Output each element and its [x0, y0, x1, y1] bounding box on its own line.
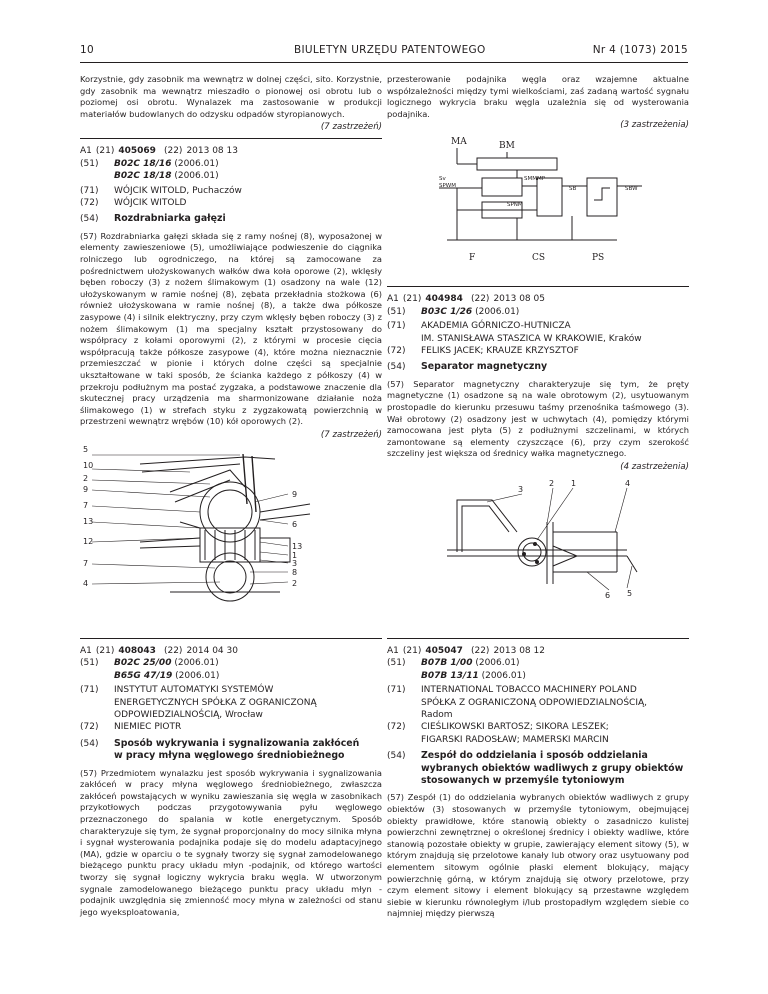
ipc-year: (2006.01) [174, 158, 219, 169]
figure-label: 8 [292, 567, 298, 577]
figure-label: 7 [83, 558, 89, 568]
entry-number-line [387, 293, 689, 305]
kind-code: A1 [80, 646, 92, 656]
entry-number-line [80, 145, 382, 157]
title-line [80, 213, 382, 225]
entry-divider [80, 138, 382, 139]
kind-code: A1 [80, 146, 92, 157]
field-54-code: (54) [80, 214, 99, 225]
applicant: Radom [421, 710, 453, 721]
figure-label: 3 [518, 484, 524, 494]
field-21-code: (21) [95, 146, 115, 157]
claims-count: (7 zastrzeżeń) [320, 429, 382, 440]
ipc-year: (2006.01) [174, 658, 219, 669]
figure-label: 4 [625, 478, 631, 488]
field-22-code: (22) [163, 646, 183, 656]
application-number: 405069 [118, 146, 156, 157]
entry-divider [387, 638, 689, 639]
issue-number: Nr 4 (1073) 2015 [592, 44, 688, 56]
filing-date: 2013 08 13 [186, 146, 238, 157]
ipc-class: B02C 18/18 [114, 171, 172, 182]
ipc-class: B07B 13/11 [421, 670, 479, 681]
header-rule [80, 62, 688, 63]
diagram-label: SMMMP [524, 176, 546, 183]
entry-divider [80, 638, 382, 639]
entry-divider [387, 286, 689, 287]
field-72-code: (72) [387, 346, 406, 356]
field-51-code: (51) [80, 158, 99, 169]
applicant: INSTYTUT AUTOMATYKI SYSTEMÓW [114, 685, 274, 696]
field-57-code: (57) [387, 792, 405, 803]
figure-label: 2 [549, 478, 555, 488]
right-column-lower [387, 638, 689, 920]
ipc-class: B65G 47/19 [114, 670, 173, 681]
intro-text: Korzystnie, gdy zasobnik ma wewnątrz w dolnej części, sito. Korzystnie, gdy zasobnik ma wewnątrz mieszadło o pionowej osi obrotu lub o poziomej osi obrotu. Wynalazek ma zastosowanie w produkcji materiałów budowlanych do odzysku odpadów styropianowych. [80, 74, 382, 119]
ipc-class: B07B 1/00 [421, 658, 473, 669]
inventor-line [80, 197, 382, 209]
diagram-label: F [469, 253, 476, 264]
block-diagram-figure [387, 130, 689, 280]
applicant: WÓJCIK WITOLD, Puchaczów [114, 185, 242, 196]
ipc-line [387, 657, 689, 682]
figure-label: 2 [292, 578, 298, 588]
invention-title: Sposób wykrywania i sygnalizowania zakłóceń [114, 737, 360, 749]
figure-label: 7 [83, 500, 89, 510]
kind-code: A1 [387, 646, 399, 656]
entry-number-line [387, 645, 689, 657]
field-71-code: (71) [80, 185, 99, 196]
applicant: INTERNATIONAL TOBACCO MACHINERY POLAND [421, 685, 637, 696]
figure-label: 6 [292, 519, 298, 529]
diagram-label: MA [451, 137, 467, 148]
figure-label: 6 [605, 590, 611, 600]
patent-entry-405069 [80, 145, 382, 440]
field-21-code: (21) [402, 294, 422, 305]
field-51-code: (51) [387, 658, 406, 669]
abstract [387, 379, 689, 460]
journal-title: BIULETYN URZĘDU PATENTOWEGO [294, 44, 486, 56]
diagram-label: SB [569, 186, 577, 193]
applicant-line [387, 684, 689, 721]
ipc-class: B02C 18/16 [114, 158, 172, 169]
figure-label: 5 [83, 444, 89, 454]
inventor-line [80, 721, 382, 733]
ipc-year: (2006.01) [175, 670, 220, 681]
ipc-year: (2006.01) [475, 658, 520, 669]
abstract [80, 768, 382, 919]
field-21-code: (21) [402, 646, 422, 656]
page-number: 10 [80, 44, 94, 56]
inventor-line [387, 721, 689, 746]
field-22-code: (22) [163, 146, 183, 157]
applicant: ODPOWIEDZIALNOŚCIĄ, Wrocław [114, 710, 263, 721]
application-number: 404984 [425, 294, 463, 305]
invention-title: Separator magnetyczny [421, 361, 548, 373]
diagram-label: CS [532, 253, 546, 264]
applicant-line [387, 320, 689, 345]
inventor: FELIKS JACEK; KRAUZE KRZYSZTOF [421, 346, 579, 356]
entry-number-line [80, 645, 382, 657]
filing-date: 2014 04 30 [186, 646, 238, 656]
ipc-line [80, 158, 382, 183]
abstract [387, 792, 689, 920]
claims-count: (4 zastrzeżenia) [620, 461, 689, 472]
field-22-code: (22) [470, 646, 490, 656]
field-57-code: (57) [387, 378, 405, 389]
abstract-text: Separator magnetyczny charakteryzuje się tym, że pręty magnetyczne (1) osadzone są na wale obrotowym (2), usytuowanym prostopadle do kierunku przesuwu taśmy przenośnika taśmowego (3). Wał obrotowy (2) osadzony jest w uchwytach (4), pomiędzy którymi zamocowana jest płyta (5) z podłużnymi szczelinami, w których zamontowane są elementy czyszczące (6), przy czym szerokość szczeliny jest większa od średnicy wałka magnetycznego. [387, 378, 689, 459]
field-51-code: (51) [387, 306, 406, 317]
inventor: CIEŚLIKOWSKI BARTOSZ; SIKORA LESZEK; [421, 722, 609, 733]
patent-entry-405047 [387, 645, 689, 920]
abstract-text: Zespół (1) do oddzielania wybranych obiektów wadliwych z grupy obiektów (3) stosowanych w przemyśle tytoniowym, obejmującej obiekty prawidłowe, które stanowią obiekty o zasadniczo kulistej powierzchni zewnętrznej o określonej średnicy i obiekty wadliwe, które stanowią pozostałe obiekty w grupie, zawierający element sitowy (5), w którym znajdują się przelotowe kanały lub otwory oraz usytuowany pod elementem sitowym ogólnie płaski element blokujący, mający powierzchnię górną, w którym znajdują się otwory przelotowe, przy czym element sitowy i element blokujący są przestawne względem siebie w kierunku równoległym i/lub prostopadłym względem siebie co najmniej między pierwszą [387, 792, 689, 919]
field-71-code: (71) [387, 685, 406, 696]
patent-entry-408043 [80, 645, 382, 918]
title-line [387, 750, 689, 787]
diagram-label: SPNM [507, 202, 523, 209]
left-column [80, 74, 382, 602]
figure-label: 12 [83, 536, 94, 546]
field-54-code: (54) [387, 362, 406, 373]
intro-claims: (7 zastrzeżeń) [320, 122, 382, 133]
field-57-code: (57) [80, 230, 98, 241]
figure-label: 9 [83, 484, 89, 494]
ipc-line [387, 306, 689, 318]
field-22-code: (22) [470, 294, 490, 305]
filing-date: 2013 08 12 [493, 646, 545, 656]
abstract-text: Przedmiotem wynalazku jest sposób wykrywania i sygnalizowania zakłóceń w pracy młyna węglowego średniobieżnego, zwłaszcza zakłóceń powstających w wyniku zawieszania się węgla w zasobnikach przykotłowych podczas przygotowywania pyłu węglowego przeznaczonego do spalania w kotle energetycznym. Sposób charakteryzuje się tym, że sygnał proporcjonalny do mocy silnika młyna i sygnał wysterowania podajnika podaje się do modelu adaptacyjnego (MA), gdzie w oparciu o te sygnały tworzy się sygnał zamodelowanego bieżącego punktu pracy układu młyn -podajnik, od którego wartości tworzy się sygnał logiczny wykrycia braku węgla. W utworzonym sygnale zamodelowanego bieżącego punktu pracy układu młyn - podajnik uwzględnia się zmienność mocy młyna w zależności od stanu jego wyeksploatowania, [80, 767, 382, 917]
shredder-figure [80, 442, 382, 602]
applicant-line [80, 684, 382, 721]
applicant: IM. STANISŁAWA STASZICA W KRAKOWIE, Kraków [421, 333, 642, 344]
field-72-code: (72) [387, 722, 406, 733]
abstract-continuation: przesterowanie podajnika węgla oraz wzajemne aktualne współzależności między tymi wielkościami, zaś zadaną wartość sygnału logicznego wykrycia braku węgla uzależnia się od wysterowania podajnika. [387, 74, 689, 119]
applicant-line [80, 185, 382, 197]
invention-title: w pracy młyna węglowego średniobieżnego [114, 750, 345, 762]
field-71-code: (71) [80, 685, 99, 696]
inventor: NIEMIEC PIOTR [114, 722, 182, 733]
separator-figure [387, 472, 689, 602]
invention-title: stosowanych w przemyśle tytoniowym [421, 775, 625, 787]
field-21-code: (21) [95, 646, 115, 656]
field-72-code: (72) [80, 198, 99, 208]
field-54-code: (54) [80, 738, 99, 749]
ipc-year: (2006.01) [174, 171, 219, 182]
figure-label: 3 [292, 558, 298, 568]
figure-label: 1 [292, 550, 298, 560]
ipc-year: (2006.01) [475, 306, 520, 317]
field-71-code: (71) [387, 321, 406, 332]
title-line [80, 738, 382, 763]
figure-label: 10 [83, 460, 94, 470]
abstract-text: Rozdrabniarka gałęzi składa się z ramy nośnej (8), wyposażonej w elementy zawieszeniowe (5), umożliwiające podwieszenie do ciągnika rolniczego lub ogrodniczego, na której są zamocowane za pośrednictwem ułożyskowanych wałków dwa koła oporowe (2), wklęsły bęben roboczy (3) z nożem ślimakowym (1) osadzony na wale (12) ułożyskowanym w ramie nośnej (8), zębata przekładnia stożkowa (6) również ułożyskowana w ramie nośnej (8), a także dwa półkosze zasypowe (4) i silnik elektryczny, przy czym wklęsły bęben roboczy (3) z nożem ślimakowym (1) ma specjalny kształt przystosowany do współpracy z kołami oporowymi (2), z którymi w procesie cięcia współpracują także półkosze zasypowe (4), które można nieznacznie przemieszczać w pionie i których dolne części są specjalnie ukształtowane w taki sposób, że ścianka każdego z półkoszy (4) w przekroju podłużnym ma postać zygzaka, a podstawowe znaczenie dla skutecznej pracy urządzenia ma sharmonizowane działanie noża ślimakowego (1) w strefach styku z zygzakowatą powierzchnią w przestrzeni wewnątrz wrębów (10) kół oporowych (2). [80, 230, 383, 427]
figure-label: 13 [83, 516, 94, 526]
inventor-line [387, 345, 689, 357]
applicant: SPÓŁKA Z OGRANICZONĄ ODPOWIEDZIALNOŚCIĄ, [421, 697, 648, 708]
field-72-code: (72) [80, 722, 99, 733]
filing-date: 2013 08 05 [493, 294, 545, 305]
inventor: FIGARSKI RADOSŁAW; MAMERSKI MARCIN [421, 734, 609, 745]
invention-title: Rozdrabniarka gałęzi [114, 213, 226, 225]
figure-label: 1 [571, 478, 577, 488]
ipc-line [80, 657, 382, 682]
figure-label: 5 [627, 588, 633, 598]
field-54-code: (54) [387, 751, 406, 762]
abstract [80, 231, 382, 428]
field-51-code: (51) [80, 658, 99, 669]
applicant: ENERGETYCZNYCH SPÓŁKA Z OGRANICZONĄ [114, 697, 317, 708]
figure-label: 9 [292, 489, 298, 499]
ipc-year: (2006.01) [481, 670, 526, 681]
ipc-class: B02C 25/00 [114, 658, 172, 669]
diagram-label: BM [499, 141, 515, 152]
left-column-lower [80, 638, 382, 918]
claims-count: (3 zastrzeżenia) [620, 120, 689, 131]
right-column [387, 74, 689, 602]
kind-code: A1 [387, 294, 399, 305]
figure-label: 13 [292, 541, 303, 551]
figure-label: 2 [83, 473, 89, 483]
title-line [387, 361, 689, 373]
application-number: 405047 [425, 646, 463, 656]
figure-label: 4 [83, 578, 89, 588]
invention-title: wybranych obiektów wadliwych z grupy obiektów [421, 762, 684, 774]
field-57-code: (57) [80, 767, 98, 778]
diagram-label: Sv [439, 176, 446, 183]
diagram-label: SBW [625, 186, 638, 193]
patent-entry-404984 [387, 293, 689, 472]
ipc-class: B03C 1/26 [421, 306, 473, 317]
application-number: 408043 [118, 646, 156, 656]
applicant: AKADEMIA GÓRNICZO-HUTNICZA [421, 321, 571, 332]
diagram-label: SPWM [439, 183, 456, 190]
diagram-label: PS [592, 253, 605, 264]
inventor: WÓJCIK WITOLD [114, 198, 187, 208]
invention-title: Zespół do oddzielania i sposób oddzielania [421, 750, 648, 762]
